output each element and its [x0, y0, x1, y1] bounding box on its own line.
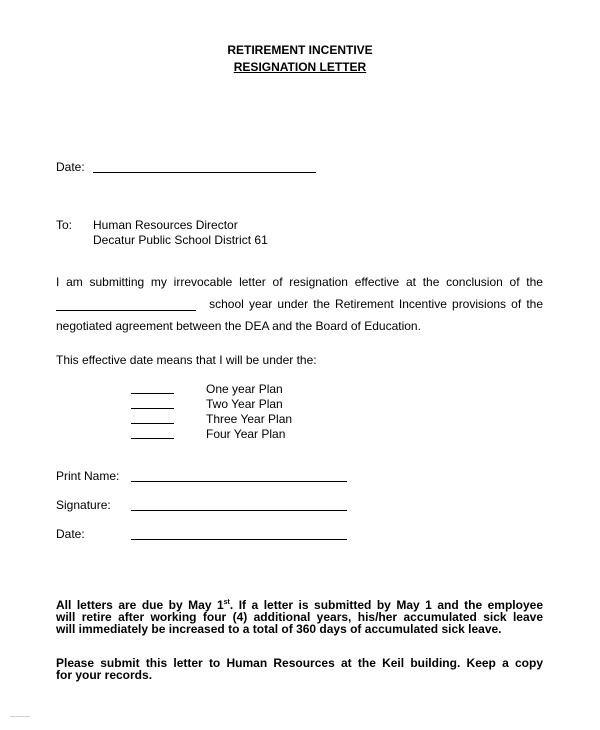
signature-label: Signature:	[56, 498, 111, 512]
due-date-notice	[56, 599, 543, 635]
plan-option-label: Two Year Plan	[206, 397, 283, 411]
second-date-blank-line[interactable]	[131, 539, 347, 540]
date-label: Date:	[56, 160, 85, 174]
page-corner-mark	[10, 716, 30, 717]
second-date-label: Date:	[56, 527, 85, 541]
body-line-3: negotiated agreement between the DEA and the Board of Education.	[56, 319, 421, 333]
to-label: To:	[56, 218, 73, 232]
print-name-blank-line[interactable]	[131, 481, 347, 482]
plan-blank-line[interactable]	[131, 408, 174, 409]
notice-line-1: All letters are due by May 1st. If a letter is submitted by May 1 and the employee	[56, 598, 543, 612]
date-blank-line[interactable]	[93, 172, 316, 173]
plan-option-label: One year Plan	[206, 382, 283, 396]
document-subtitle: RESIGNATION LETTER	[233, 60, 367, 74]
submission-instructions	[56, 657, 543, 681]
recipient-title: Human Resources Director	[93, 218, 238, 232]
body-line-2: school year under the Retirement Incentive provisions of the	[56, 297, 543, 311]
submit-line-1: Please submit this letter to Human Resources at the Keil building. Keep a copy	[56, 656, 543, 670]
notice-line-2: will retire after working four (4) additional years, his/her accumulated sick leave	[56, 610, 543, 624]
school-year-blank-line[interactable]	[56, 298, 196, 311]
plan-option-label: Three Year Plan	[206, 412, 293, 426]
body-line-1: I am submitting my irrevocable letter of resignation effective at the conclusion of the	[56, 275, 543, 289]
plan-blank-line[interactable]	[131, 438, 174, 439]
plan-blank-line[interactable]	[131, 423, 174, 424]
notice-line-3: will immediately be increased to a total of 360 days of accumulated sick leave.	[56, 622, 502, 636]
document-title: RETIREMENT INCENTIVE	[227, 43, 373, 57]
effective-intro: This effective date means that I will be under the:	[56, 353, 317, 367]
signature-blank-line[interactable]	[131, 510, 347, 511]
plan-blank-line[interactable]	[131, 393, 174, 394]
recipient-organization: Decatur Public School District 61	[93, 233, 268, 247]
submit-line-2: for your records.	[56, 668, 153, 682]
print-name-label: Print Name:	[56, 469, 120, 483]
plan-option-label: Four Year Plan	[206, 427, 286, 441]
